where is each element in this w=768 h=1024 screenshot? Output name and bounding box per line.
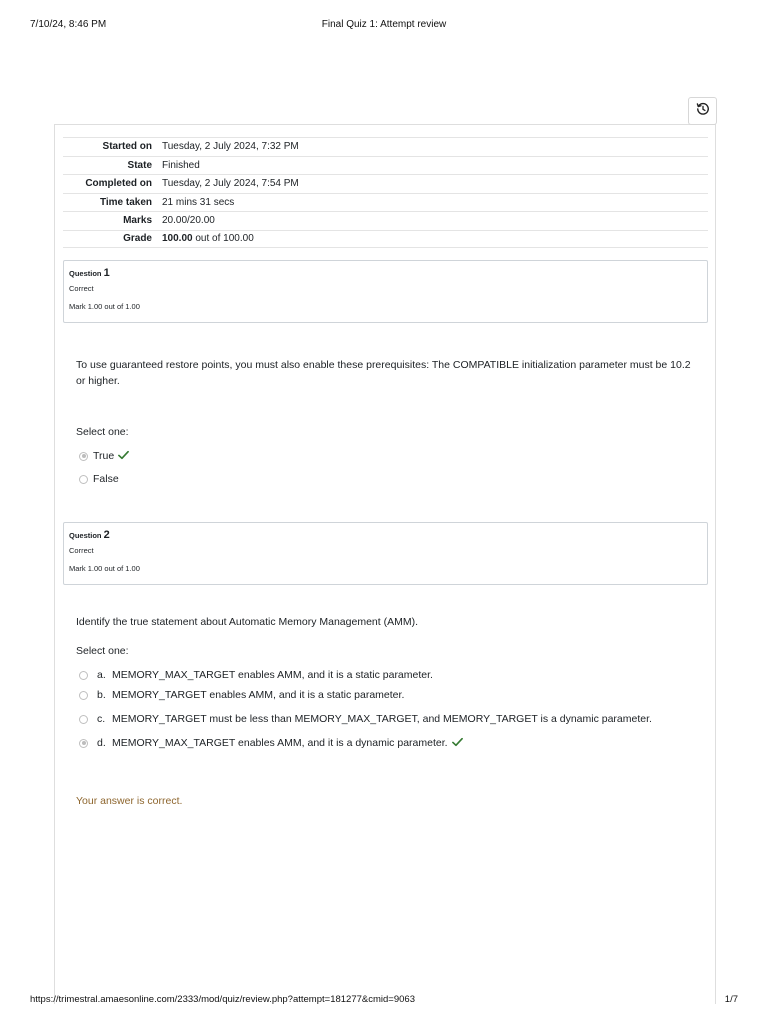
summary-label: Grade: [123, 233, 152, 245]
question-number-value: 1: [103, 267, 110, 279]
radio-button[interactable]: [79, 475, 88, 484]
summary-row-grade: [63, 230, 708, 249]
summary-row-state: [63, 156, 708, 175]
summary-value: [162, 233, 708, 244]
option-letter: a.: [97, 669, 106, 681]
question-1-option-true[interactable]: [79, 449, 129, 463]
summary-label: Marks: [123, 215, 152, 227]
radio-button-selected[interactable]: [79, 739, 88, 748]
summary-row-time-taken: [63, 193, 708, 212]
question-grade: Mark 1.00 out of 1.00: [69, 564, 140, 573]
radio-button[interactable]: [79, 671, 88, 680]
summary-label: Completed on: [85, 178, 152, 190]
grade-score: 100.00: [162, 233, 193, 245]
summary-value: Tuesday, 2 July 2024, 7:32 PM: [162, 141, 299, 153]
print-datetime: 7/10/24, 8:46 PM: [30, 19, 107, 30]
history-icon: [696, 102, 710, 121]
question-1-text: To use guaranteed restore points, you must also enable these prerequisites: The COMPATIBLE initialization parameter must be 10.2 or higher.: [76, 359, 691, 387]
print-url: https://trimestral.amaesonline.com/2333/mod/quiz/review.php?attempt=181277&cmid=9063: [30, 994, 415, 1005]
question-2-text: Identify the true statement about Automatic Memory Management (AMM).: [76, 616, 418, 628]
question-2-feedback: Your answer is correct.: [76, 795, 183, 807]
option-text: MEMORY_MAX_TARGET enables AMM, and it is a dynamic parameter.: [112, 737, 448, 749]
option-letter: d.: [97, 737, 106, 749]
summary-value: 21 mins 31 secs: [162, 196, 235, 208]
question-1-option-false[interactable]: [79, 472, 119, 486]
summary-value: Finished: [162, 159, 200, 171]
question-2-prompt: Select one:: [76, 645, 129, 657]
option-text: MEMORY_TARGET enables AMM, and it is a static parameter.: [112, 689, 405, 701]
option-letter: b.: [97, 689, 106, 701]
summary-value: 20.00/20.00: [162, 215, 215, 227]
question-state: Correct: [69, 546, 94, 555]
summary-value: Tuesday, 2 July 2024, 7:54 PM: [162, 178, 299, 190]
question-number: [69, 529, 702, 542]
question-label: Question: [69, 269, 102, 278]
summary-label: Time taken: [99, 196, 152, 208]
radio-button-selected[interactable]: [79, 452, 88, 461]
print-header: [30, 19, 738, 33]
option-text: MEMORY_MAX_TARGET enables AMM, and it is a static parameter.: [112, 669, 433, 681]
radio-button[interactable]: [79, 715, 88, 724]
question-grade: Mark 1.00 out of 1.00: [69, 302, 140, 311]
grade-out-of: out of 100.00: [192, 233, 254, 245]
question-number: [69, 267, 702, 280]
attempt-summary-table: [63, 137, 708, 248]
option-text: False: [93, 473, 119, 485]
question-2-option-b[interactable]: [79, 688, 404, 702]
correct-check-icon: [452, 737, 463, 749]
question-2-option-a[interactable]: [79, 668, 433, 682]
question-2-option-c[interactable]: [79, 712, 652, 726]
print-footer: [30, 994, 738, 1008]
question-label: Question: [69, 531, 102, 540]
summary-row-completed: [63, 174, 708, 193]
summary-label: State: [127, 159, 152, 171]
question-2-info: [63, 522, 708, 585]
option-text: True: [93, 450, 115, 462]
option-text: MEMORY_TARGET must be less than MEMORY_MAX_TARGET, and MEMORY_TARGET is a dynamic parameter.: [112, 713, 652, 725]
question-2-option-d[interactable]: [79, 736, 463, 750]
option-letter: c.: [97, 713, 106, 725]
question-1-info: [63, 260, 708, 323]
correct-check-icon: [118, 450, 129, 462]
summary-label: Started on: [102, 141, 152, 153]
print-page-number: 1/7: [724, 994, 738, 1005]
summary-row-marks: [63, 211, 708, 230]
question-state: Correct: [69, 284, 94, 293]
question-1-prompt: Select one:: [76, 426, 129, 438]
radio-button[interactable]: [79, 691, 88, 700]
print-page-title: Final Quiz 1: Attempt review: [321, 19, 447, 30]
summary-row-started: [63, 137, 708, 156]
question-number-value: 2: [103, 529, 110, 541]
timer-toggle-button[interactable]: [688, 97, 717, 125]
